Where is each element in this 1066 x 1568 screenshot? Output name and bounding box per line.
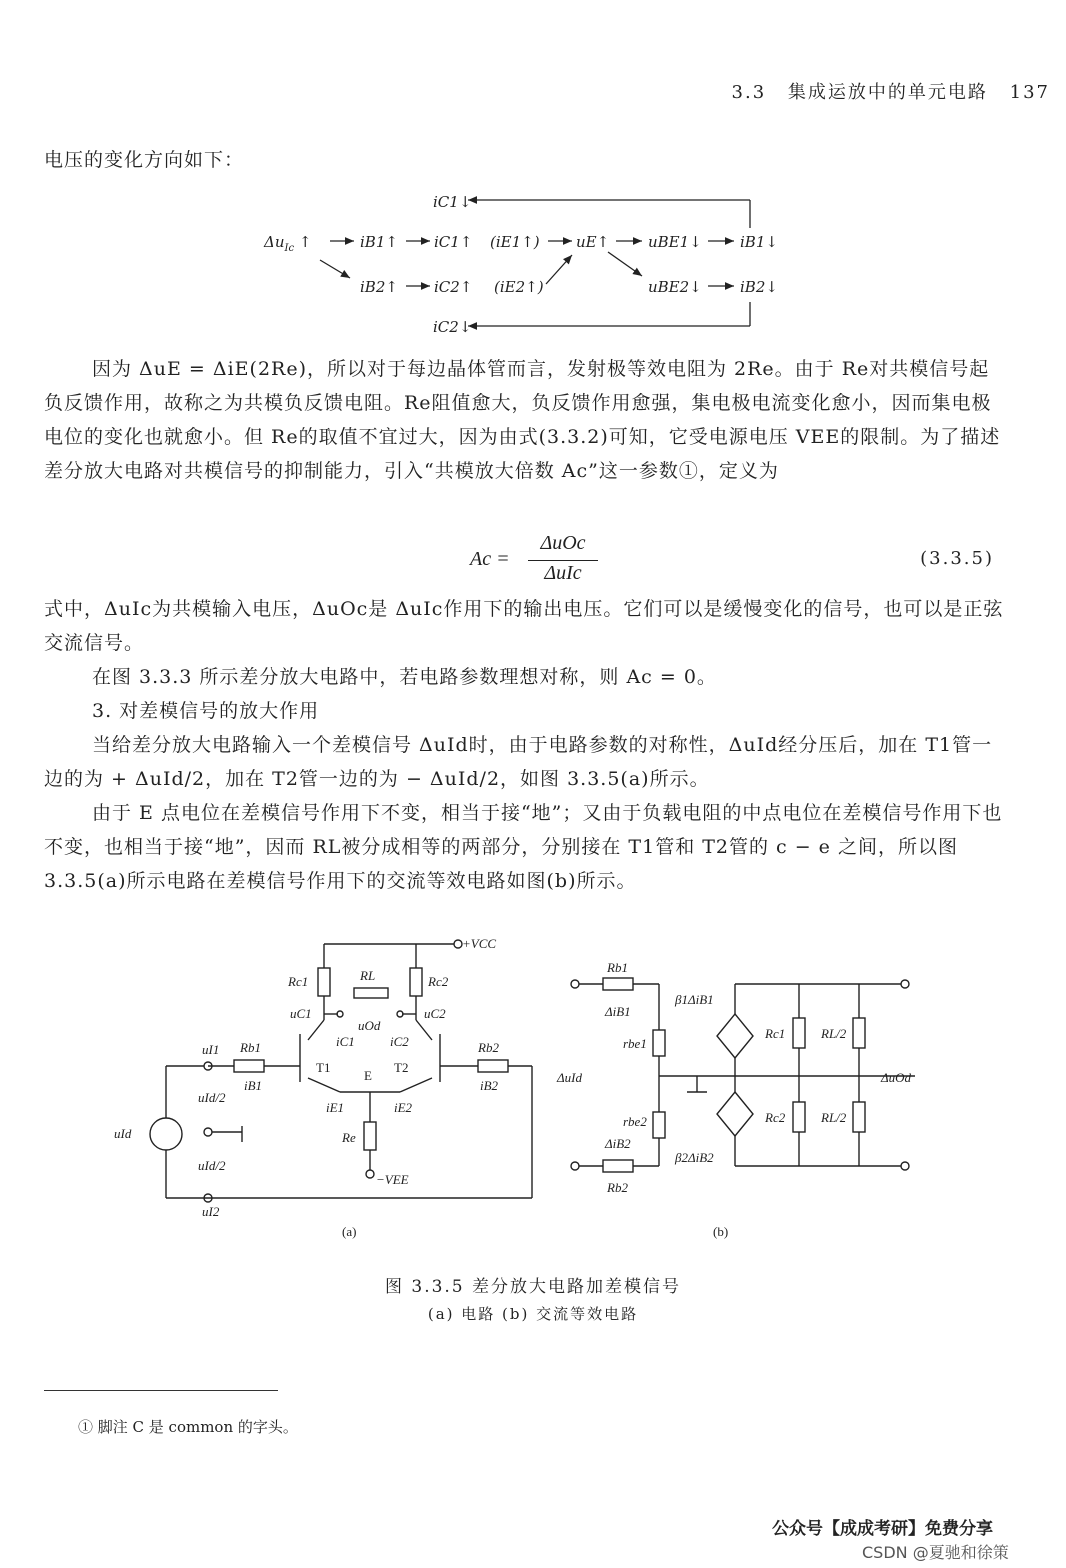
ui2-label: uI2	[202, 1204, 220, 1219]
output-terminal-bottom	[901, 1162, 909, 1170]
rb1-label: Rb1	[240, 1040, 261, 1055]
flow-arrow	[546, 255, 572, 284]
flow-ib1: iB1↑	[360, 233, 398, 251]
input-terminal-top	[571, 980, 579, 988]
paragraph-ideal: 在图 3.3.3 所示差分放大电路中，若电路参数理想对称，则 Ac = 0。	[92, 666, 717, 688]
equation-lhs: Ac =	[470, 548, 510, 570]
uid-source	[150, 1118, 182, 1150]
re-resistor	[364, 1122, 376, 1150]
input-terminal-bottom	[571, 1162, 579, 1170]
flow-ib2: iB2↑	[360, 278, 398, 296]
rb2-resistor	[478, 1060, 508, 1072]
rbe1-label: rbe1	[623, 1036, 647, 1051]
rb2-resistor	[603, 1160, 633, 1172]
footnote-rule	[44, 1390, 278, 1391]
uid-half-top-label: uId/2	[198, 1090, 226, 1105]
rbe2-resistor	[653, 1112, 665, 1138]
uid-label: uId	[114, 1126, 132, 1141]
figure-circuit-b	[555, 950, 925, 1250]
change-flow-diagram	[250, 180, 810, 340]
uc1-label: uC1	[290, 1006, 312, 1021]
rl-half-top-label: RL/2	[821, 1026, 847, 1041]
rc1-resistor	[318, 968, 330, 996]
equation-number: (3.3.5)	[920, 548, 994, 569]
uid-half-bottom-label: uId/2	[198, 1158, 226, 1173]
flow-ic2-bottom: iC2↓	[433, 318, 472, 336]
rc2-resistor	[793, 1102, 805, 1132]
beta2-label: β2ΔiB2	[675, 1150, 714, 1165]
flow-arrow	[608, 252, 642, 276]
t1-emitter	[308, 1078, 340, 1092]
rl-half-bottom-resistor	[853, 1102, 865, 1132]
ib2-label: iB2	[480, 1078, 499, 1093]
current-source-2	[717, 1092, 753, 1136]
flow-ie2: (iE2↑)	[494, 278, 544, 296]
flow-ue: uE↑	[576, 233, 610, 251]
rc1-label: Rc1	[288, 974, 309, 989]
rl-half-top-resistor	[853, 1018, 865, 1048]
rc2-label: Rc2	[765, 1110, 786, 1125]
flow-ic1-top: iC1↓	[433, 193, 472, 211]
flow-ie1: (iE1↑)	[490, 233, 540, 251]
mid-terminal	[204, 1128, 212, 1136]
subsection-heading: 3. 对差模信号的放大作用	[92, 700, 320, 722]
figure-caption: 图 3.3.5 差分放大电路加差模信号	[384, 1277, 682, 1297]
t1-label: T1	[316, 1060, 331, 1075]
footnote: ① 脚注 C 是 common 的字头。	[78, 1418, 298, 1436]
e-label: E	[364, 1068, 372, 1083]
ic2-label: iC2	[390, 1034, 409, 1049]
flow-ic1: iC1↑	[434, 233, 473, 251]
output-terminal-top	[901, 980, 909, 988]
figure-circuit-a	[110, 930, 550, 1250]
equation-denominator: ΔuIc	[544, 562, 582, 584]
t2-label: T2	[394, 1060, 409, 1075]
paragraph-common-mode: 因为 ΔuE = ΔiE(2Re)，所以对于每边晶体管而言，发射极等效电阻为 2Re。由于 Re对共模信号起负反馈作用，故称之为共模负反馈电阻。Re阻值愈大，负反馈作用愈强，集电极电流变化愈小，因而集电极电位的变化也就愈小。但 Re的取值不宜过大，因为由式(3.3.2)可知，它受电源电压 VEE的限制。为了描述差分放大电路对共模信号的抑制能力，引入“共模放大倍数 Ac”这一参数①，定义为	[44, 358, 1001, 482]
duid-label: ΔuId	[557, 1070, 582, 1085]
flow-du: $\Delta u_{Ic}$ ↑	[264, 233, 312, 254]
t2-emitter	[400, 1078, 432, 1092]
ic1-label: iC1	[336, 1034, 355, 1049]
footer-note: 公众号【成成考研】免费分享	[772, 1519, 993, 1539]
intro-text: 电压的变化方向如下：	[44, 149, 245, 171]
flow-ic2: iC2↑	[434, 278, 473, 296]
paragraph-definition: 式中，ΔuIc为共模输入电压，ΔuOc是 ΔuIc作用下的输出电压。它们可以是缓慢变化的信号，也可以是正弦交流信号。	[44, 598, 1004, 654]
rl-label: RL	[360, 968, 376, 983]
flow-ib2r: iB2↓	[740, 278, 778, 296]
page-number: 137	[1009, 82, 1050, 103]
equation-3-3-5	[470, 532, 1010, 590]
ui1-label: uI1	[202, 1042, 220, 1057]
flow-arrow	[320, 260, 350, 278]
beta1-label: β1ΔiB1	[675, 992, 714, 1007]
rbe2-label: rbe2	[623, 1114, 647, 1129]
ib1-label: iB1	[244, 1078, 263, 1093]
rl-half-bottom-label: RL/2	[821, 1110, 847, 1125]
running-header	[718, 78, 1050, 104]
t2-collector	[416, 1020, 432, 1040]
figure-subcaption: (a) 电路 (b) 交流等效电路	[427, 1305, 639, 1323]
duod-label: ΔuOd	[881, 1070, 912, 1085]
rb2-label: Rb2	[478, 1040, 499, 1055]
rc2-resistor	[410, 968, 422, 996]
rl-resistor	[354, 988, 388, 998]
fraction-bar	[528, 560, 598, 561]
paragraph-equivalent: 由于 E 点电位在差模信号作用下不变，相当于接“地”；又由于负载电阻的中点电位在差模信号作用下也不变，也相当于接“地”，因而 RL被分成相等的两部分，分别接在 T1管和 T2管的 c − e 之间，所以图 3.3.5(a)所示电路在差模信号作用下的交流等效电路如图(b)所示。	[44, 802, 1003, 892]
current-source-1	[717, 1014, 753, 1058]
rb1-resistor	[603, 978, 633, 990]
dib2-label: ΔiB2	[605, 1136, 631, 1151]
section-number: 3.3	[731, 82, 767, 103]
rb1-label: Rb1	[607, 960, 628, 975]
ie2-label: iE2	[394, 1100, 413, 1115]
rc1-resistor	[793, 1018, 805, 1048]
rbe1-resistor	[653, 1030, 665, 1056]
flow-ube2: uBE2↓	[648, 278, 702, 296]
section-title: 集成运放中的单元电路	[787, 82, 988, 103]
t1-collector	[308, 1020, 324, 1040]
dib1-label: ΔiB1	[605, 1004, 631, 1019]
re-label: Re	[342, 1130, 356, 1145]
rb1-resistor	[234, 1060, 264, 1072]
vee-terminal	[366, 1170, 374, 1178]
ie1-label: iE1	[326, 1100, 345, 1115]
rc1-label: Rc1	[765, 1026, 786, 1041]
paragraph-differential: 当给差分放大电路输入一个差模信号 ΔuId时，由于电路参数的对称性，ΔuId经分压后，加在 T1管一边的为 + ΔuId/2，加在 T2管一边的为 − ΔuId/2，如图 3.3.5(a)所示。	[44, 734, 993, 790]
uc2-label: uC2	[424, 1006, 446, 1021]
vee-label: −VEE	[376, 1172, 409, 1187]
vcc-terminal	[454, 940, 462, 948]
flow-ib1r: iB1↓	[740, 233, 778, 251]
figure-a-label: (a)	[342, 1224, 357, 1239]
flow-ube1: uBE1↓	[648, 233, 702, 251]
rb2-label: Rb2	[607, 1180, 628, 1195]
figure-b-label: (b)	[713, 1224, 729, 1239]
watermark: CSDN @夏驰和徐策	[862, 1543, 1009, 1562]
vcc-label: +VCC	[462, 936, 497, 951]
equation-numerator: ΔuOc	[540, 532, 586, 554]
uod-label: uOd	[358, 1018, 381, 1033]
rc2-label: Rc2	[428, 974, 449, 989]
